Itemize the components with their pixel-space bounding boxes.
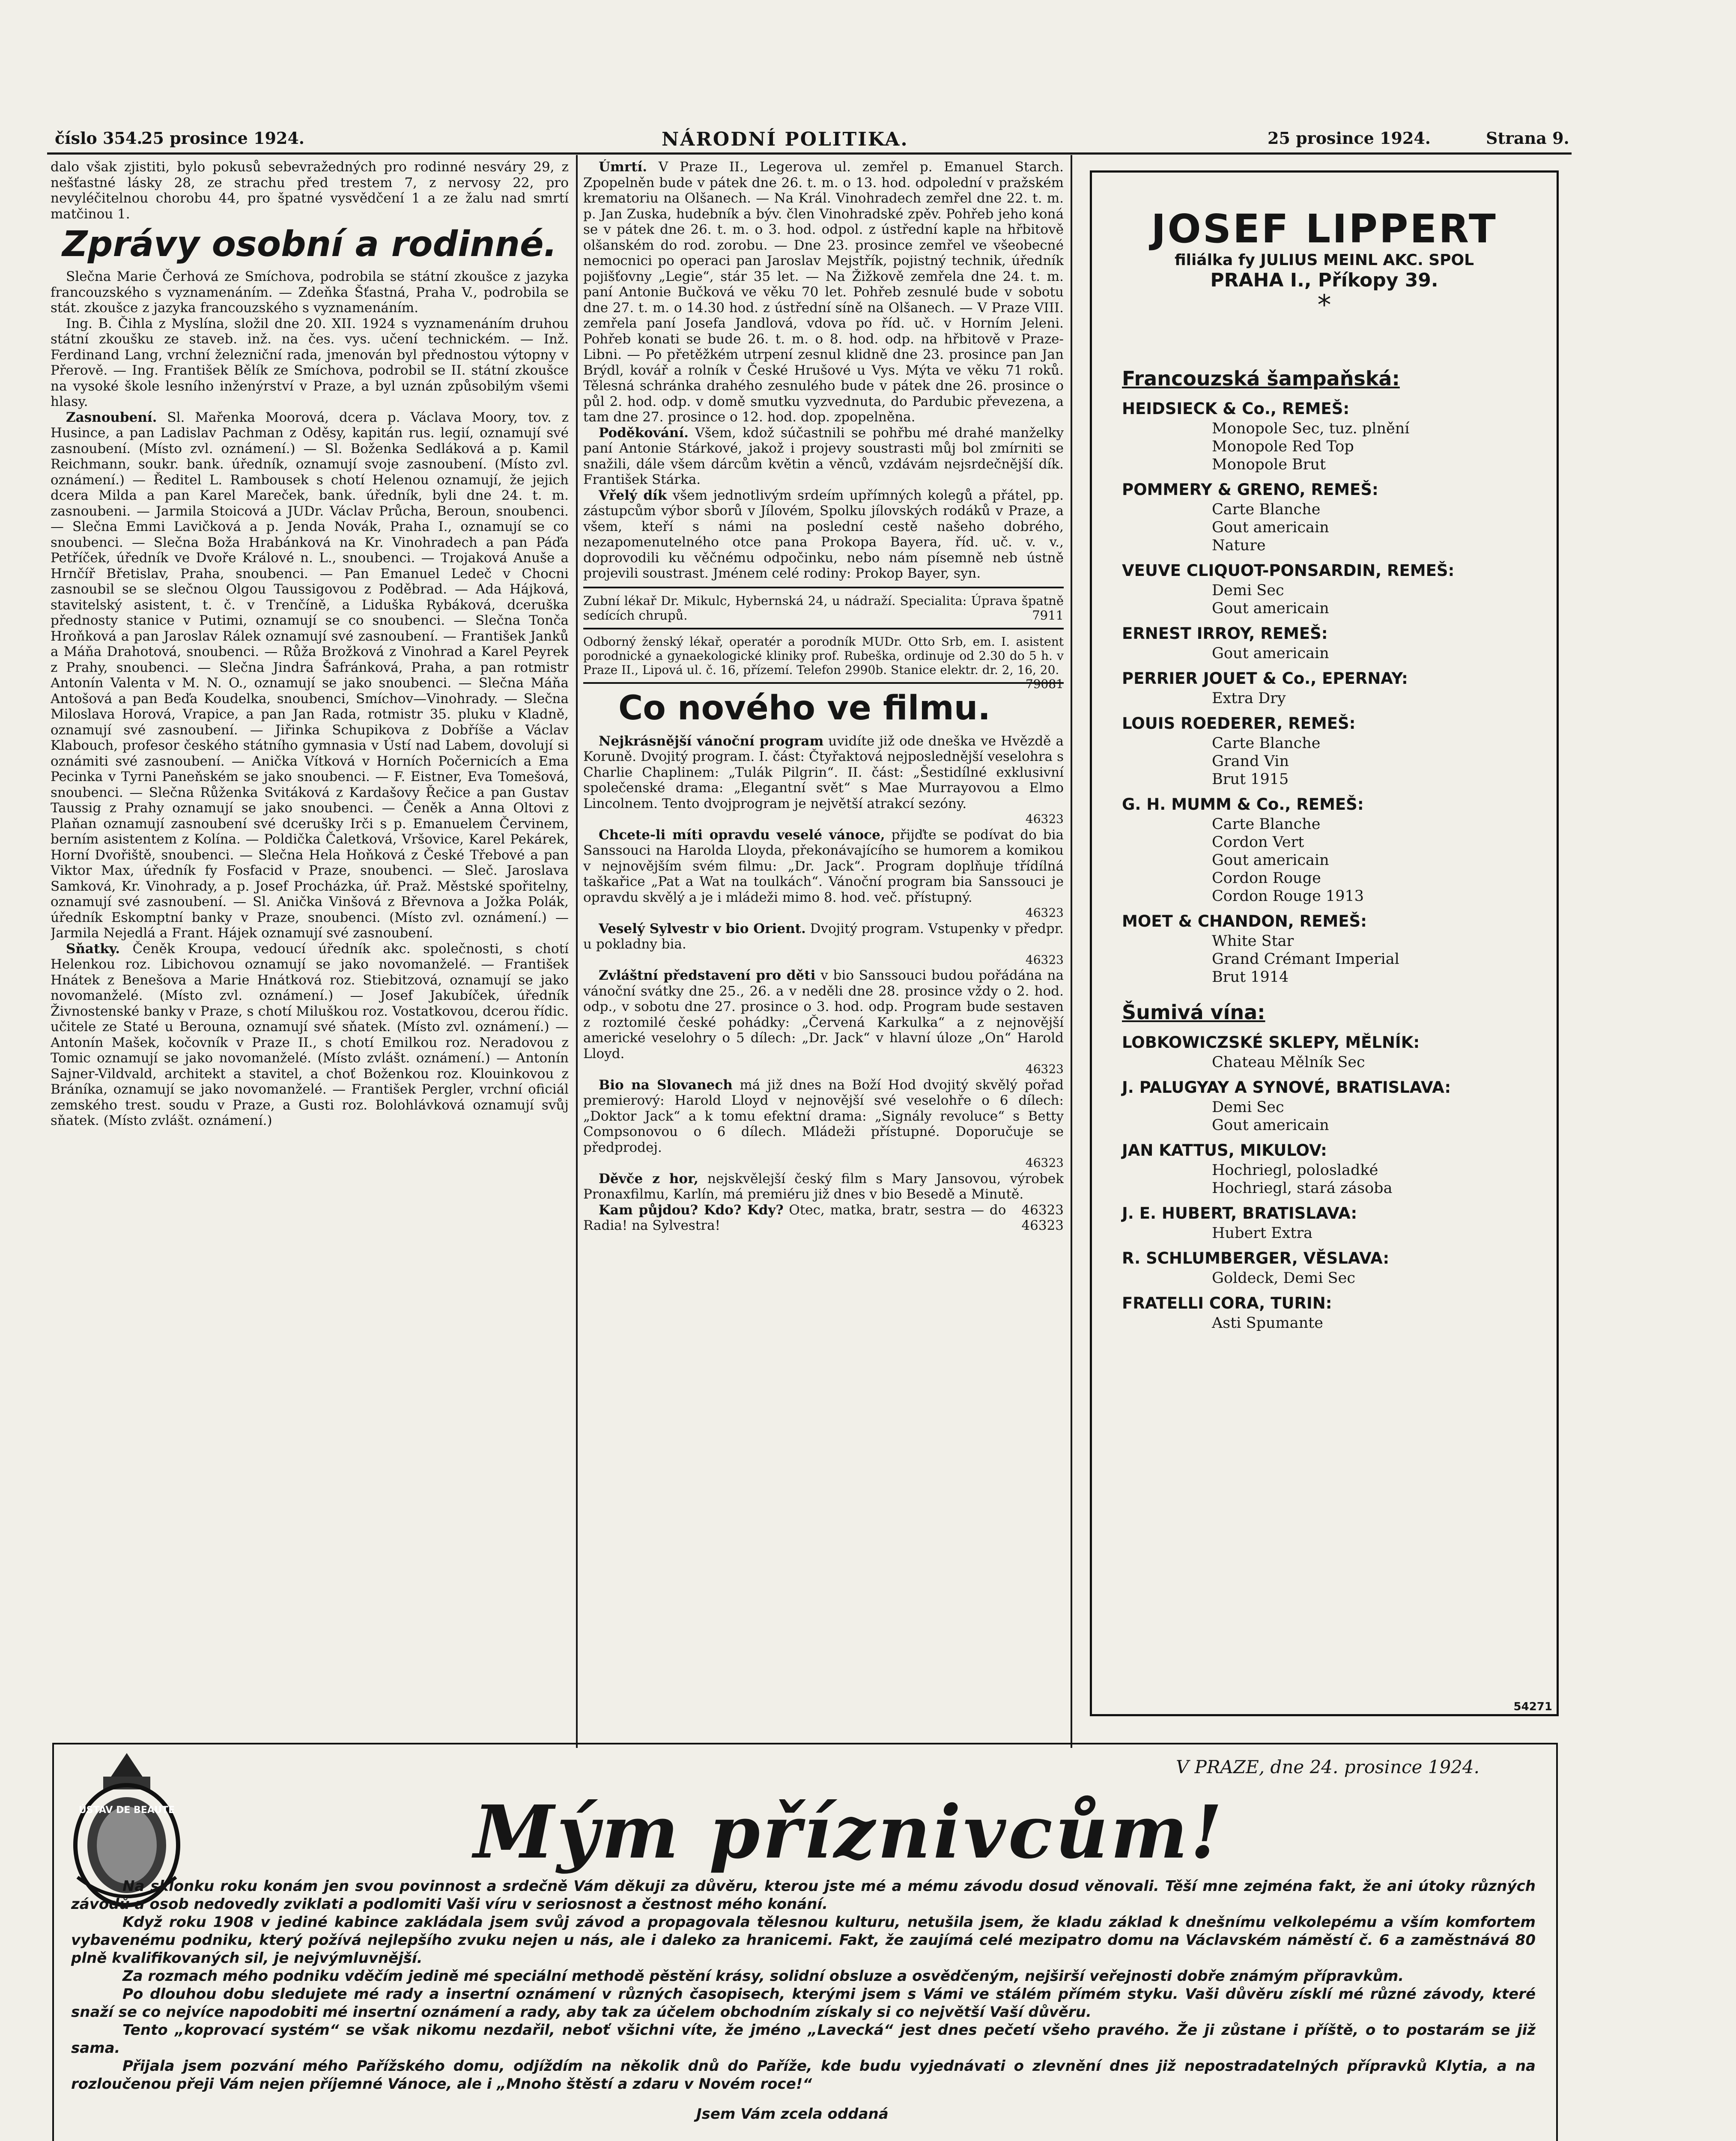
announcement-date: V PRAZE, dne 24. prosince 1924. xyxy=(1176,1756,1479,1777)
column-personal-news xyxy=(51,159,569,1741)
announcement-closing: Jsem Vám zcela oddaná xyxy=(696,2105,889,2123)
wine-item: Hubert Extra xyxy=(1212,1225,1313,1242)
crest-text: ÚSTAV DE BEAUTE xyxy=(78,1805,175,1816)
film-item xyxy=(583,827,1064,906)
deaths-text: V Praze II., Legerova ul. zemřel p. Emanuel Starch. Zpopelněn bude v pátek dne 26. t. m. o 13. hod. odpolední v pražském krematoriu na Olšanech. — Na Král. Vinohradech zemřel dne 22. t. m. p. Jan Zuska, hudebník a býv. člen Vinohradské zpěv. Pohřeb jeho koná se v pátek dne 26. t. m. o 3. hod. odpol. z ústřední kaple na hřbitově olšanském do rod. zorobu. — Dne 23. prosince zemřel ve všeobecné nemocnici po operaci pan Jaroslav Mejstřík, pojistný technik, úředník pojišťovny „Legie“, stár 35 let. — Na Žižkově zemřela dne 24. t. m. paní Antonie Bučková ve věku 70 let. Pohřeb zesnulé bude v sobotu dne 27. t. m. o 14.30 hod. z ústřední síně na Olšanech. — V Praze VIII. zemřela paní Josefa Jandlová, vdova po říd. uč. v Horním Jeleni. Pohřeb konati se bude 26. t. m. o 8. hod. odp. na hřbitově v Praze-Libni. — Po přetěžkém utrpení zesnul klidně dne 23. prosince pan Jan Brýdl, kovář a rolník v České Hrušové u Vys. Mýta ve věku 71 roků. Tělesná schránka drahého zesnulého bude v pátek dne 26. prosince o půl 2. hod. odp. v domě smutku vyzvednuta, do Pardubic převezena, a tam dne 27. prosince o 12. hod. dop. zpopelněna. xyxy=(583,159,1064,425)
gratitude-text: všem jednotlivým srdeím upřímných kolegů a přátel, pp. zástupcům výbor sborů v Jílovém, Spolku jílovských rodáků v Praze, a všem, kteří s námi na poslední cestě našeho dobrého, nezapomenutelného otce pana Prokopa Bayera, říd. uč. v. v., doprovodili ku věčnému odpočinku, nebo nám písemně neb ústně projevili soustrast. Jménem celé rodiny: Prokop Bayer, syn. xyxy=(583,487,1064,581)
wine-item: Monopole Brut xyxy=(1212,456,1326,473)
film-item-text: přijďte se podívat do bia Sanssouci na Harolda Lloyda, překonávajícího se humorem a komikou v nejnovějším svém filmu: „Dr. Jack“. Program doplňuje třídílná taškařice „Pat a Wat na toulkách“. Vánoční program bia Sanssouci je opravdu skvělý a je i mládeži mimo 8. hod. več. přístupný. xyxy=(583,827,1064,905)
column-separator xyxy=(1071,155,1072,1748)
film-item-code: 46323 xyxy=(1025,952,1064,967)
announcement-paragraph: Tento „koprovací systém“ se však nikomu nezdařil, neboť všichni víte, že jméno „Lavecká“ jest dnes pečetí všeho pravého. Že ji zůstane i příště, o to postarám se již sama. xyxy=(71,2022,1536,2057)
lavecka-announcement xyxy=(52,1743,1558,2141)
film-item xyxy=(583,734,1064,812)
wine-item: Carte Blanche xyxy=(1212,816,1321,833)
wine-item: Monopole Sec, tuz. plnění xyxy=(1212,420,1410,437)
wine-item: Hochriegl, stará zásoba xyxy=(1212,1180,1393,1197)
film-item-lead: Děvče z hor, xyxy=(599,1171,698,1187)
thanks-paragraph xyxy=(583,425,1064,488)
film-item-code: 46323 xyxy=(1025,1062,1064,1076)
doctor-ad xyxy=(583,634,1064,691)
producer-name: R. SCHLUMBERGER, VĚSLAVA: xyxy=(1122,1249,1390,1267)
exam-news: Slečna Marie Čerhová ze Smíchova, podrobila se státní zkoušce z jazyka francouzského s vyznamenáním. — Zdeňka Šťastná, Praha V., podrobila se stát. zkoušce z jazyka francouzského s vyznamenáním. xyxy=(51,269,569,316)
wine-item: Cordon Rouge xyxy=(1212,870,1321,887)
advert-star: * xyxy=(1317,289,1331,321)
gratitude-paragraph xyxy=(583,488,1064,581)
producer-name: JAN KATTUS, MIKULOV: xyxy=(1122,1141,1327,1160)
ad-divider xyxy=(583,682,1064,684)
announcement-paragraph: Když roku 1908 v jediné kabince zakládala jsem svůj závod a propagovala tělesnou kulturu, netušila jsem, že kladu základ k dnešnímu velkolepému a vším komfortem vybavenému podniku, který požívá nejlepšího zvuku nejen u nás, ale i daleko za hranicemi. Fakt, že zaujímá celé mezipatro domu na Václavském náměstí č. 6 a zaměstnává 80 plně kvalifikovaných sil, je nejvýmluvnější. xyxy=(71,1914,1536,1967)
advert-company: JOSEF LIPPERT xyxy=(1151,206,1497,252)
film-item-lead: Zvláštní představení pro děti xyxy=(599,968,816,983)
thanks-text: Všem, kdož súčastnili se pohřbu mé drahé manželky paní Antonie Stárkové, jakož i projevy soustrasti můj bol zmírniti se snažili, dále všem dárcům květin a věnců, vzdávám nejsrdečnější dík. František Stárka. xyxy=(583,425,1064,487)
wine-item: Brut 1915 xyxy=(1212,771,1289,788)
producer-name: LOUIS ROEDERER, REMEŠ: xyxy=(1122,714,1356,733)
marriages-paragraph xyxy=(51,941,569,1129)
deaths-label: Úmrtí. xyxy=(599,159,647,175)
film-item-text: má již dnes na Boží Hod dvojitý skvělý pořad premierový: Harold Lloyd v nejnovější své veselohře o 6 dílech: „Doktor Jack“ a k tomu efektní drama: „Signály revoluce“ s Betty Compsonovou o 6 dílech. Mládeži přístupné. Doporučuje se předprodej. xyxy=(583,1077,1064,1155)
advert-branch: filiálka fy JULIUS MEINL AKC. SPOL xyxy=(1174,251,1474,269)
wine-item: Monopole Red Top xyxy=(1212,438,1354,455)
wine-item: Asti Spumante xyxy=(1212,1315,1323,1332)
wine-item: Goldeck, Demi Sec xyxy=(1212,1270,1355,1287)
film-item-code: 46323 xyxy=(1025,1156,1064,1170)
producer-name: VEUVE CLIQUOT-PONSARDIN, REMEŠ: xyxy=(1122,561,1455,580)
film-item-text: uvidíte již ode dneška ve Hvězdě a Koruně. Dvojitý program. I. část: Čtyřaktová nejposlednější veselohra s Charlie Chaplinem: „Tulák Pilgrin“. II. část: „Šestidílné exklusivní společenské drama: „Elegantní svět“ s Mae Murrayovou a Elmo Lincolnem. Tento dvojprogram je největší atrakcí sezóny. xyxy=(583,733,1064,811)
film-item xyxy=(583,921,1064,952)
issue-number: číslo 354. xyxy=(55,128,143,148)
dentist-ad-text: Zubní lékař Dr. Mikulc, Hybernská 24, u nádraží. Specialita: Úprava špatně sedících chrupů. xyxy=(583,593,1064,623)
suicide-stats-text: dalo však zjistiti, bylo pokusů sebevražedných pro rodinné nesváry 29, z nešťastné lásky 28, ze strachu před trestem 7, z nervosy 22, pro nevyléčitelnou chorobu 44, pro špatné vysvědčení 1 a ze žalu nad smrtí matčinou 1. xyxy=(51,159,569,222)
wine-item: Carte Blanche xyxy=(1212,735,1321,752)
wine-item: Grand Crémant Imperial xyxy=(1212,951,1399,968)
ad-divider xyxy=(583,587,1064,588)
wine-item: Carte Blanche xyxy=(1212,501,1321,518)
wine-item: Cordon Rouge 1913 xyxy=(1212,888,1364,905)
film-item-text: v bio Sanssouci budou pořádána na vánoční svátky dne 25., 26. a v neděli dne 28. prosince vždy o 2. hod. odp., v sobotu dne 27. prosince o 3. hod. odp. Program bude sestaven z roztomilé české pohádky: „Červená Karkulka“ a z nejnovější americké veselohry o 5 dílech: „Dr. Jack“ v hlavní úloze „On“ Harold Lloyd. xyxy=(583,968,1064,1062)
dentist-ad xyxy=(583,593,1064,623)
film-item xyxy=(583,1077,1064,1156)
sparkling-heading: Šumivá vína: xyxy=(1122,1001,1265,1024)
gratitude-label: Vřelý dík xyxy=(599,487,667,503)
announcement-paragraph: Na sklonku roku konám jen svou povinnost a srdečně Vám děkuji za důvěru, kterou jste mé a mému závodu dosud věnovali. Těší mne zejména fakt, že ani útoky různých závodů a osob nedovedly zviklati a podlomiti Vaši víru v seriosnost a čestnost mého konání. xyxy=(71,1878,1536,1913)
producer-name: LOBKOWICZSKÉ SKLEPY, MĚLNÍK: xyxy=(1122,1033,1420,1052)
wine-item: Demi Sec xyxy=(1212,1099,1284,1116)
announcement-body xyxy=(71,1877,1536,2123)
producer-name: G. H. MUMM & Co., REMEŠ: xyxy=(1122,795,1364,814)
wine-item: Hochriegl, polosladké xyxy=(1212,1162,1378,1179)
film-item-code: 46323 xyxy=(1025,906,1064,920)
dentist-ad-code: 7911 xyxy=(1032,608,1064,623)
wine-item: Nature xyxy=(1212,537,1266,554)
announcement-title: Mým příznivcům! xyxy=(474,1789,1225,1875)
wine-item: Gout americain xyxy=(1212,852,1329,869)
section-heading-film: Co nového ve filmu. xyxy=(618,689,990,728)
film-item-code: 46323 xyxy=(1025,812,1064,826)
wine-item: Gout americain xyxy=(1212,519,1329,536)
wine-item: White Star xyxy=(1212,933,1294,950)
film-item-code: 46323 xyxy=(1021,1218,1064,1233)
film-item-lead: Kam půjdou? Kdo? Kdy? xyxy=(599,1202,784,1218)
ad-divider xyxy=(583,628,1064,629)
advert-code: 54271 xyxy=(1513,1700,1552,1713)
film-item-lead: Nejkrásnější vánoční program xyxy=(599,733,824,749)
announcement-paragraph: Za rozmach mého podniku vděčím jedině mé speciální methodě pěstění krásy, solidní obsluze a osvědčeným, nejširší veřejnosti dobře známým přípravkům. xyxy=(122,1968,1404,1985)
wine-item: Grand Vin xyxy=(1212,753,1289,770)
film-item-text: Otec, matka, bratr, sestra — do Radia! na Sylvestra! xyxy=(583,1202,1006,1233)
wine-item: Brut 1914 xyxy=(1212,969,1289,986)
appointment-news: Ing. B. Čihla z Myslína, složil dne 20. XII. 1924 s vyznamenáním druhou státní zkoušku ze staveb. inž. na čes. vys. učení technickém. — Inž. Ferdinand Lang, vrchní železniční rada, jmenován byl přednostou výtopny v Přerově. — Ing. František Bělík ze Smíchova, podrobil se II. státní zkoušce na vysoké škole lesního inženýrství v Praze, a byl uznán způsobilým všemi hlasy. xyxy=(51,316,569,409)
producer-name: PERRIER JOUET & Co., EPERNAY: xyxy=(1122,669,1408,688)
engagements-paragraph xyxy=(51,410,569,941)
header-date-left: 25 prosince 1924. xyxy=(141,128,305,148)
champagne-heading: Francouzská šampaňská: xyxy=(1122,367,1400,390)
film-item-text: nejskvělejší český film s Mary Jansovou, výrobek Pronaxfilmu, Karlín, má premiéru již dnes v bio Besedě a Minutě. xyxy=(583,1171,1064,1202)
column-separator xyxy=(576,155,578,1748)
doctor-ad-code: 79081 xyxy=(1025,677,1064,691)
engagements-label: Zasnoubení. xyxy=(66,409,157,425)
film-item-lead: Chcete-li míti opravdu veselé vánoce, xyxy=(599,827,885,843)
wine-item: Gout americain xyxy=(1212,600,1329,617)
engagements-text: Sl. Mařenka Moorová, dcera p. Václava Moory, tov. z Husince, a pan Ladislav Pachman z Oděsy, kapitán rus. legií, oznamují své zasnoubení. (Místo zvl. oznámení.) — Sl. Boženka Sedláková a p. Kamil Reichmann, soukr. bank. úředník, oznamují svoje zasnoubení. (Místo zvl. oznámení.) — Ředitel L. Rambousek s chotí Helenou oznamují, že jejich dcera Milda a pan Karel Mareček, bank. úředník, byli dne 24. t. m. zasnoubeni. — Jarmila Stoicová a JUDr. Václav Průcha, Beroun, snoubenci. — Slečna Emmi Lavičková a p. Jenda Novák, Praha I., oznamují se co snoubenci. — Slečna Boža Hrabánková na Kr. Vinohradech a pan Páďa Petříček, úředník ve Dvoře Králové n. L., snoubenci. — Trojaková Anuše a Hrnčíř Břetislav, Praha, snoubenci. — Pan Emanuel Ledeč v Chocni zasnoubil se se slečnou Olgou Taussigovou z Poděbrad. — Ada Hájková, stavitelský asistent, t. č. v Trenčíně, a Liduška Rybáková, dceruška přednosty stanice v Putimi, oznamují se co snoubenci. — Slečna Tonča Hroňková a pan Jaroslav Rálek oznamují své zasnoubení. — František Janků a Máňa Drahotová, snoubenci. — Růža Brožková z Vinohrad a Karel Peyrek z Prahy, snoubenci. — Slečna Jindra Šafránková, Praha, a pan rotmistr Antonín Valenta v M. N. O., oznamují se jako snoubenci. — Slečna Máňa Antošová a pan Beďa Koudelka, snoubenci, Smíchov—Vinohrady. — Slečna Miloslava Horová, Vrapice, a pan Jan Rada, rotmistr 35. pluku v Kladně, oznamují své zasnoubení. — Jiřinka Schupikova z Dobříše a Václav Klabouch, profesor českého státního gymnasia v Ústí nad Labem, dovolují si oznámiti své zasnoubení. — Anička Vítková v Horních Počernicích a Ema Pecinka v Tyrni Paneňském se jako snoubenci. — F. Eistner, Eva Tomešová, snoubenci. — Slečna Růženka Svitáková z Kardašovy Řečice a pan Gustav Taussig z Prahy oznamují se jako snoubenci. — Čeněk a Anna Oltovi z Plaňan oznamují zasnoubení své dcerušky Irči s p. Emanuelem Červinem, berním asistentem z Kolína. — Poldička Čaletková, Vršovice, Karel Pekárek, Horní Dvořiště, snoubenci. — Slečna Hela Hoňková z České Třebové a pan Viktor Max, úředník fy Fosfacid v Praze, snoubenci. — Sleč. Jaroslava Samková, Kr. Vinohrady, a p. Josef Procházka, úř. Praž. Městské spořitelny, oznamují své zasnoubení. — Sl. Anička Vinšová z Břevnova a Jožka Polák, úředník Eskomptní banky v Praze, snoubenci. (Místo zvl. oznámení.) — Jarmila Nejedlá a Frant. Hájek oznamují své zasnoubení. xyxy=(51,409,569,941)
film-item-lead: Veselý Sylvestr v bio Orient. xyxy=(599,921,806,936)
wine-item: Cordon Vert xyxy=(1212,834,1304,851)
film-item xyxy=(583,968,1064,1062)
section-heading-personal: Zprávy osobní a rodinné. xyxy=(62,224,557,265)
champagne-list xyxy=(1092,400,1557,986)
wine-item: Demi Sec xyxy=(1212,582,1284,599)
producer-name: J. PALUGYAY A SYNOVÉ, BRATISLAVA: xyxy=(1122,1078,1451,1097)
newspaper-title: NÁRODNÍ POLITIKA. xyxy=(662,128,909,150)
producer-name: MOET & CHANDON, REMEŠ: xyxy=(1122,912,1367,930)
film-item xyxy=(583,1202,1064,1234)
film-item-code: 46323 xyxy=(1021,1202,1064,1218)
film-item-text: Dvojitý program. Vstupenky v předpr. u pokladny bia. xyxy=(583,921,1064,952)
thanks-label: Poděkování. xyxy=(599,425,689,441)
producer-name: ERNEST IRROY, REMEŠ: xyxy=(1122,624,1328,643)
wine-item: Extra Dry xyxy=(1212,690,1286,707)
column-deaths-film xyxy=(583,159,1064,1741)
announcement-paragraph: Přijala jsem pozvání mého Pařížského domu, odjíždím na několik dnů do Paříže, kde budu vyjednávati o zlevnění dnes již nepostradatelných přípravků Klytia, a na rozloučenou přeji Vám nejen příjemné Vánoce, ale i „Mnoho štěstí a zdaru v Novém roce!“ xyxy=(71,2058,1536,2093)
header-rule xyxy=(47,152,1572,155)
doctor-ad-text: Odborný ženský lékař, operatér a porodník MUDr. Otto Srb, em. I. asistent porodnické a gynaekologické kliniky prof. Rubeška, ordinuje od 2.30 do 5 h. v Praze II., Lipová ul. č. 16, přízemí. Telefon 2990b. Stanice elektr. dr. 2, 16, 20. xyxy=(583,634,1064,677)
producer-name: J. E. HUBERT, BRATISLAVA: xyxy=(1122,1204,1357,1223)
wine-item: Chateau Mělník Sec xyxy=(1212,1054,1365,1071)
advert-address: PRAHA I., Příkopy 39. xyxy=(1210,269,1438,291)
announcement-paragraph: Po dlouhou dobu sledujete mé rady a insertní oznámení v různých časopisech, kterými jsem s Vámi ve stálém přímém styku. Vaši důvěru získlí mé různé závody, které snaží se co nejvíce napodobiti mé insertní oznámení a rady, aby tak za účelem obchodním získaly si co největší Vaší důvěru. xyxy=(71,1986,1536,2021)
lippert-advertisement xyxy=(1090,170,1559,1716)
marriages-text: Čeněk Kroupa, vedoucí úředník akc. společnosti, s chotí Helenkou roz. Libichovou oznamují se jako novomanželé. — František Hnátek z Benešova a Marie Hnátková roz. Stiebitzová, oznamují se jako novomanželé. (Místo zvl. oznámení.) — Josef Jakubíček, úředník Živnostenské banky v Praze, s chotí Miluškou roz. Vostatkovou, dcerou řídic. učitele ze Staté u Berouna, oznamují své sňatek. (Místo zvl. oznámení.) — Antonín Mašek, kočovník v Praze II., s chotí Emilkou roz. Neradovou z Tomic oznamují se jako novomanželé. (Místo zvlášt. oznámení.) — Antonín Sajner-Vildvald, architekt a stavitel, a choť Boženkou roz. Klouinkovou z Bráníka, oznamují se jako novomanželé. — František Pergler, vrchní oficiál zemského trest. soudu v Praze, a Gusti roz. Bolohlávková oznamují svůj sňatek. (Místo zvlášt. oznámení.) xyxy=(51,941,569,1128)
film-item-lead: Bio na Slovanech xyxy=(599,1077,733,1093)
producer-name: POMMERY & GRENO, REMEŠ: xyxy=(1122,480,1378,499)
page-number: Strana 9. xyxy=(1486,128,1569,148)
producer-name: FRATELLI CORA, TURIN: xyxy=(1122,1294,1332,1312)
wine-item: Gout americain xyxy=(1212,1117,1329,1134)
header-date-right: 25 prosince 1924. xyxy=(1268,128,1431,148)
deaths-paragraph xyxy=(583,159,1064,425)
marriages-label: Sňatky. xyxy=(66,941,120,957)
wine-item: Gout americain xyxy=(1212,645,1329,662)
producer-name: HEIDSIECK & Co., REMEŠ: xyxy=(1122,400,1350,418)
sparkling-list xyxy=(1092,1033,1557,1332)
